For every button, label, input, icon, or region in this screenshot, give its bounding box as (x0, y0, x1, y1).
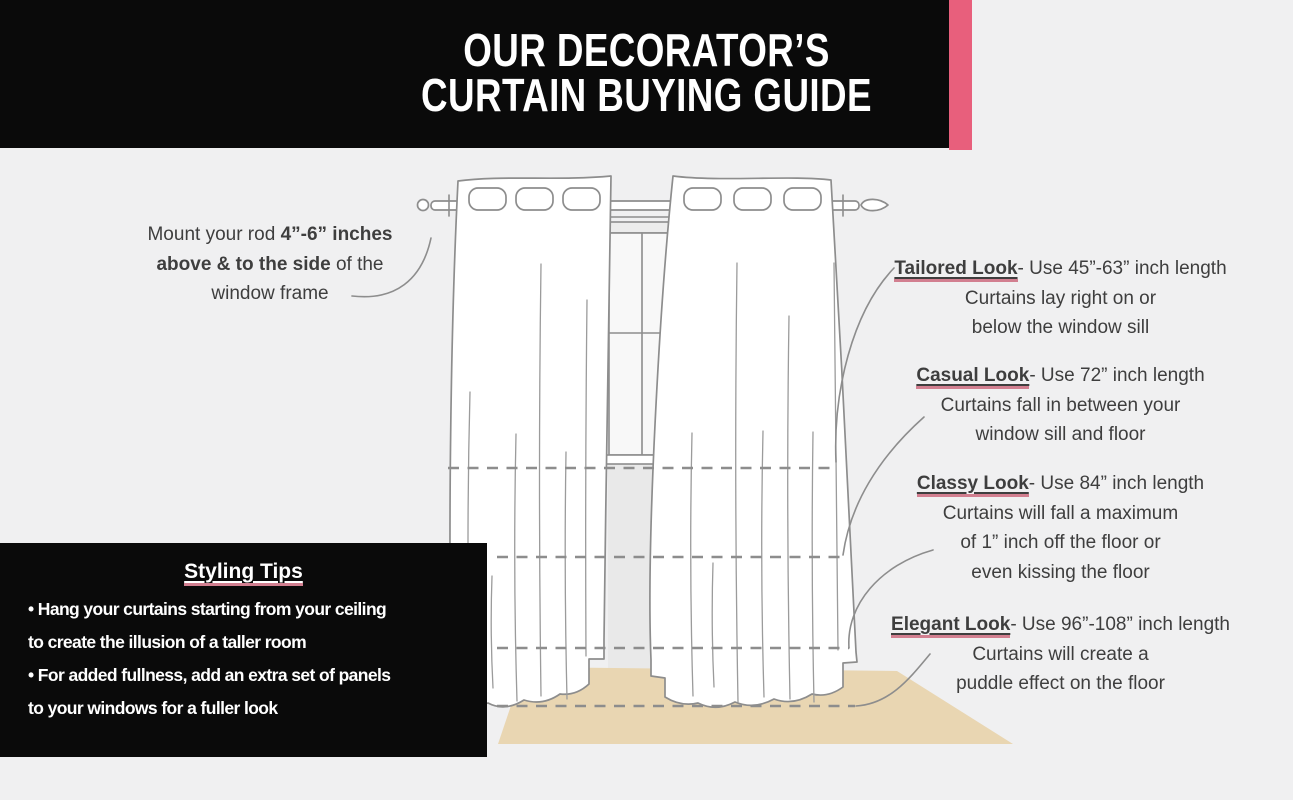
mount-rod-note: Mount your rod 4”-6” inches above & to the side of the window frame (147, 224, 393, 304)
look-description-line: Curtains fall in between your (940, 394, 1181, 416)
curtain-panel-right (650, 176, 857, 707)
look-description-line: Curtains will fall a maximum (942, 502, 1179, 524)
tip-line: to create the illusion of a taller room (28, 632, 307, 652)
look-tailored (868, 254, 1253, 343)
grommet-tabs-right (684, 188, 821, 210)
tip-line: • For added fullness, add an extra set of panels (28, 665, 391, 685)
look-heading: Tailored Look- Use 45”-63” inch length (868, 254, 1253, 284)
styling-tips-body (0, 593, 487, 725)
look-description-line: window sill and floor (975, 424, 1146, 445)
look-description-line: below the window sill (971, 317, 1150, 338)
look-description (868, 391, 1253, 450)
look-description-line: Curtains will create a (972, 643, 1149, 665)
look-classy (868, 469, 1253, 587)
rod-finial-right (861, 199, 888, 210)
look-casual (868, 361, 1253, 450)
look-description (868, 284, 1253, 343)
look-description-line: Curtains lay right on or (964, 287, 1157, 309)
look-description-line: puddle effect on the floor (956, 673, 1165, 694)
look-description (868, 640, 1253, 699)
look-heading: Elegant Look- Use 96”-108” inch length (868, 610, 1253, 640)
rod-finial-left (418, 200, 429, 211)
tip-line: to your windows for a fuller look (28, 698, 278, 718)
look-heading: Classy Look- Use 84” inch length (868, 469, 1253, 499)
tip-line: • Hang your curtains starting from your ceiling (28, 599, 387, 619)
look-description-line: even kissing the floor (971, 561, 1150, 583)
look-elegant (868, 610, 1253, 699)
grommet-tabs-left (469, 188, 600, 210)
title-line-1: OUR DECORATOR’S (463, 24, 830, 76)
look-description-line: of 1” inch off the floor or (960, 532, 1161, 553)
look-heading: Casual Look- Use 72” inch length (868, 361, 1253, 391)
styling-tips-title: Styling Tips (0, 560, 487, 584)
mount-note-text: Mount your rod (147, 224, 281, 245)
styling-tips-panel (0, 543, 487, 757)
look-description (868, 499, 1253, 588)
title-line-2: CURTAIN BUYING GUIDE (421, 69, 872, 121)
